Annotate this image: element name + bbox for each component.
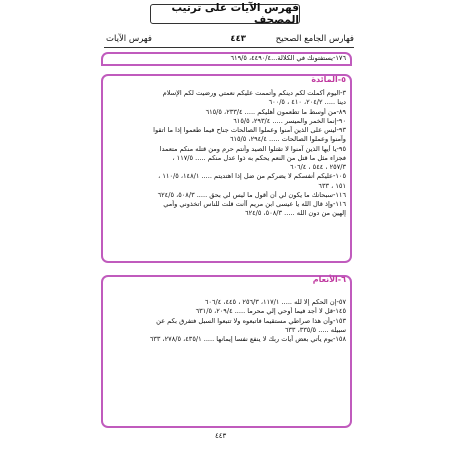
index-line: ٩٥-يا أيها الذين آمنوا لا تقتلوا الصيد وأنتم حرم ومن قتله منكم متعمدا: [159, 144, 346, 153]
index-line: ٨٩-من أوسط ما تطعمون أهليكم ..... ٢٣٣/٤، ٦١٥/٥: [205, 107, 346, 116]
index-line: فجزاء مثل ما قتل من النعم يحكم به ذوا عدل منكم ..... ١١٧/٥ ،: [172, 153, 346, 162]
index-line: ١٥١ ، ٦٣٣: [318, 181, 346, 190]
index-line: ١٤٥-قل لا أجد فيما أوحي إلي محرما ..... ٢٠٩/٤، ٦٣١/٥: [195, 307, 346, 316]
section-2-content: [106, 89, 346, 219]
index-line: إلهين من دون الله ..... ٥٠٨/٣، ٦٢٤/٥: [245, 209, 346, 218]
running-header: [106, 34, 354, 46]
index-line: وآمنوا وعملوا الصالحات ..... ٢٩٤/٤، ٦١٥/٥: [229, 135, 346, 144]
index-line: ١١٦-سبحانك ما يكون لي أن أقول ما ليس لي بحق ..... ٥٠٨/٣، ٦٢٤/٥: [157, 190, 346, 199]
index-line: ١٠٥-عليكم أنفسكم لا يضركم من ضل إذا اهتديتم ..... ١٤٨/١، ١١٠/٥ ،: [158, 172, 346, 181]
index-line: ١٥٨-يوم يأتي بعض آيات ربك لا ينفع نفسا إيمانها ..... ٤٣٥/١، ٢٧٨/٥، ٦٣٣: [149, 335, 346, 343]
index-line: ٢٥٧/٣ ، ٥٤٤ ، ٦٠٦/٤: [289, 163, 346, 171]
section-1-content: [106, 54, 346, 63]
page-title: فهرس الآيات على ترتيب المصحف: [150, 4, 300, 24]
surah-heading-maida: ٥-المائدة: [311, 75, 346, 84]
index-line: ١٥٣-وأن هذا صراطي مستقيما فاتبعوه ولا تتبعوا السبل فتفرق بكم عن: [156, 316, 346, 325]
index-line: ٩٣-ليس على الذين آمنوا وعملوا الصالحات جناح فيما طعموا إذا ما اتقوا: [153, 126, 346, 134]
index-line: ٥٧-إن الحكم إلا لله ..... ١١٧/١، ٢٥٦/٣ ، ٤٤٥، ٦٠٦/٤: [204, 298, 346, 306]
header-page-number: ٤٤٣: [230, 34, 246, 44]
index-line: ٩٠-إنما الخمر والميسر ..... ٢٩٣/٤، ٦١٥/٥: [233, 116, 346, 125]
section-title: فهرس الآيات: [106, 34, 152, 44]
section-divider: [101, 64, 352, 66]
index-line: ٣-اليوم أكملت لكم دينكم وأتممت عليكم نعمتي ورضيت لكم الإسلام: [162, 89, 346, 97]
surah-heading-anam: ٦-الأنعام: [312, 275, 346, 284]
index-line: سبيله ..... ٣٣٥/٥، ٦٣٣: [284, 325, 346, 334]
book-title: فهارس الجامع الصحيح: [275, 34, 354, 44]
index-line: دينا ..... ٢٠٤/٢، ٤١٠ ، ٦٠٠/٥: [268, 98, 346, 107]
index-line: ١١٦-وإذ قال الله يا عيسى ابن مريم أأنت قلت للناس اتخذوني وأمي: [163, 200, 346, 208]
section-3-content: [106, 298, 346, 344]
footer-page-number: ٤٤٣: [215, 432, 227, 440]
header-divider: [104, 47, 354, 48]
index-line: ١٧٦-يستفتونك في الكلالة...٤٤٩٠/٤، ٦١٩/٥: [230, 54, 346, 62]
